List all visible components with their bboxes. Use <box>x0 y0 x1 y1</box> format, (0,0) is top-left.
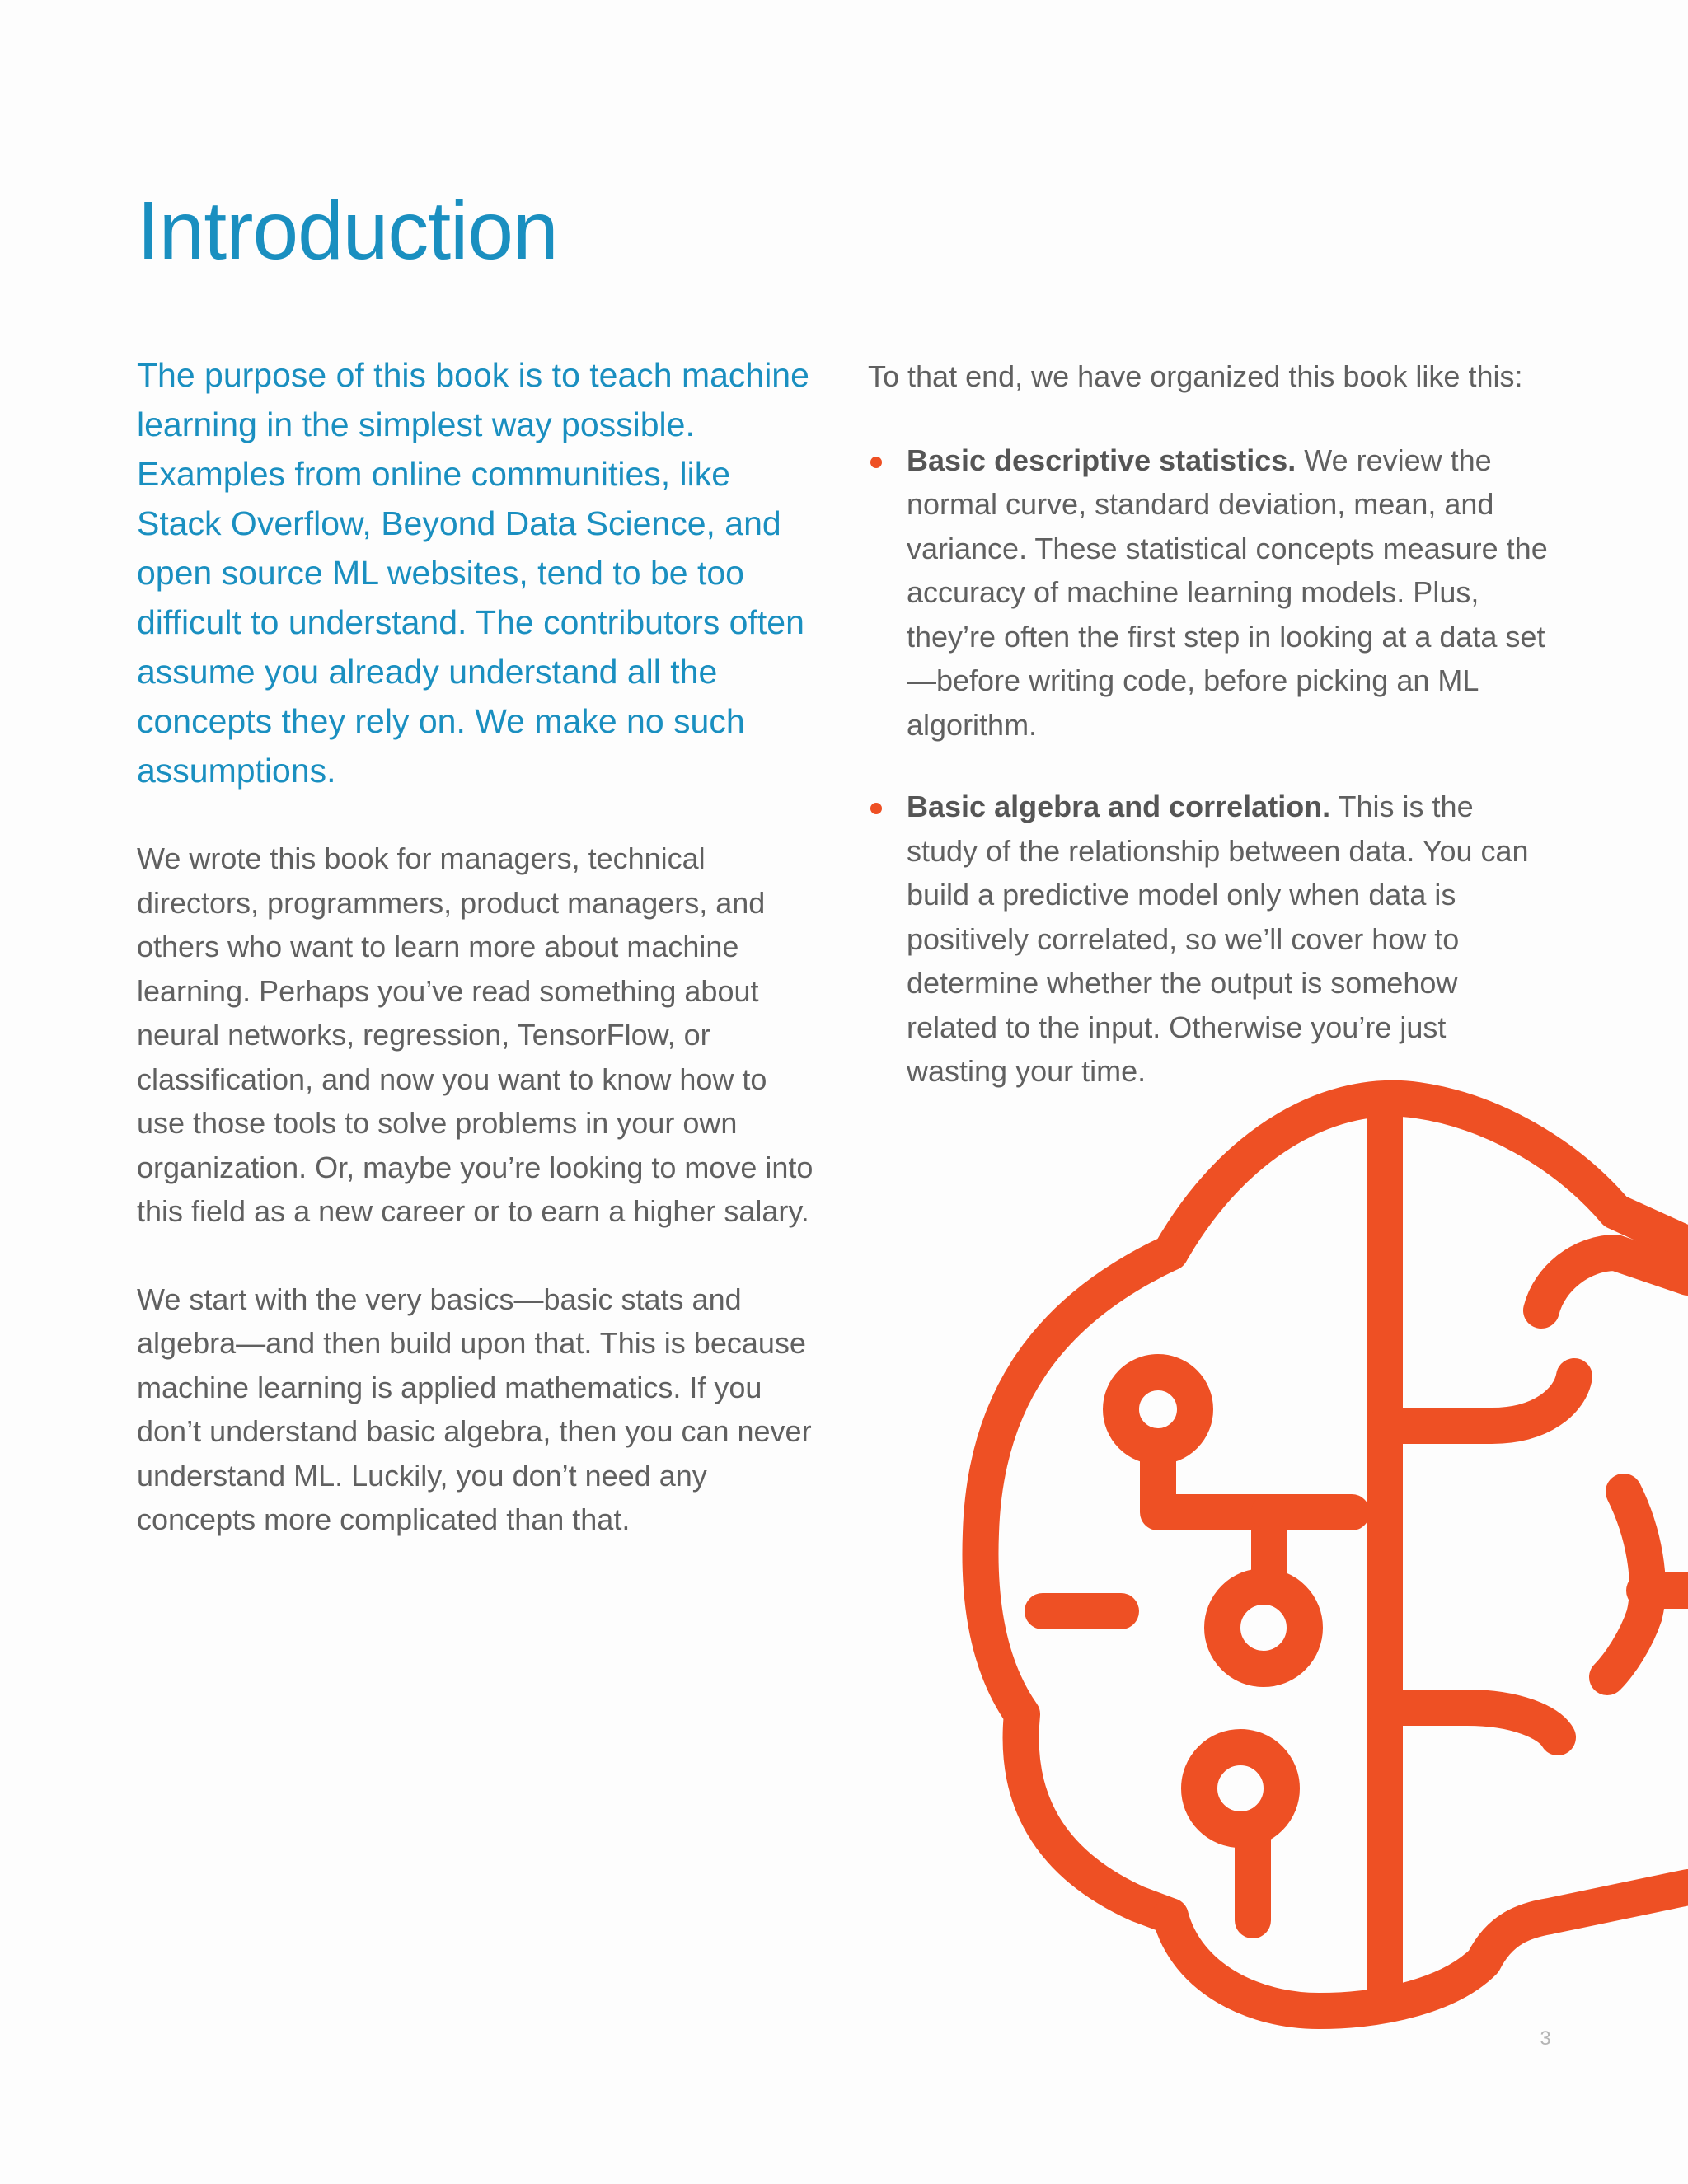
list-item-statistics <box>868 438 1552 748</box>
right-column <box>868 354 1552 1094</box>
bullet-dot-icon <box>870 457 882 468</box>
left-column <box>137 350 821 1542</box>
organization-intro: To that end, we have organized this book like this: <box>868 359 1523 393</box>
list-item-text: We review the normal curve, standard deviation, mean, and variance. These statistical concepts measure the accuracy of machine learning models. Plus, they’re often the first step in looking at a data set—before writing code, before picking an ML algorithm. <box>907 443 1548 742</box>
body-paragraph-approach: We start with the very basics—basic stats and algebra—and then build upon that. This is because machine learning is applied mathematics. If you don’t understand basic algebra, then you can never understand ML. Luckily, you don’t need any concepts more complicated than that. <box>137 1282 812 1536</box>
list-item-algebra <box>868 785 1552 1094</box>
bullet-dot-icon <box>870 803 882 814</box>
brain-circuit-icon <box>923 1071 1688 2118</box>
page-title: Introduction <box>137 185 558 277</box>
body-paragraph-audience: We wrote this book for managers, technical directors, programmers, product managers, and others who want to learn more about machine learning. Perhaps you’ve read something about neural networks, regression, TensorFlow, or classification, and now you want to know how to use those tools to solve problems in your own organization. Or, maybe you’re looking to move into this field as a new career or to earn a higher salary. <box>137 841 814 1228</box>
lead-paragraph: The purpose of this book is to teach machine learning in the simplest way possible. Examples from online communities, like Stack Overflow, Beyond Data Science, and open source ML websites, tend to be too difficult to understand. The contributors often assume you already understand all the concepts they rely on. We make no such assumptions. <box>137 356 809 790</box>
topic-list <box>868 438 1552 1094</box>
page-number: 3 <box>1540 2027 1551 2050</box>
list-item-heading: Basic algebra and correlation. <box>907 790 1331 823</box>
list-item-text: This is the study of the relationship between data. You can build a predictive model only when data is positively correlated, so we’ll cover how to determine whether the output is somehow related to the input. Otherwise you’re just wasting your time. <box>907 790 1529 1088</box>
list-item-heading: Basic descriptive statistics. <box>907 443 1296 477</box>
